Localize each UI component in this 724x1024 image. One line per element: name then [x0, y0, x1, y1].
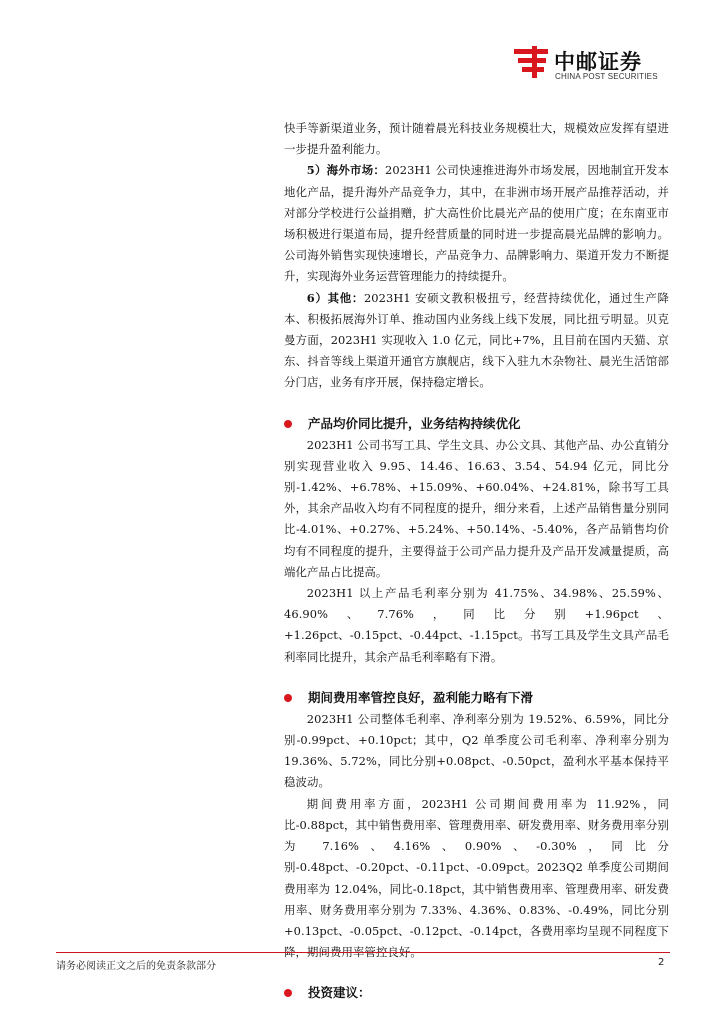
paragraph-lead-overseas: 5）海外市场：: [306, 163, 386, 178]
report-body: [284, 118, 669, 1004]
section-title-text: 产品均价同比提升，业务结构持续优化: [308, 415, 521, 431]
footer-rule: [56, 952, 670, 953]
paragraph-product-margin: 2023H1 以上产品毛利率分别为 41.75%、34.98%、25.59%、46.90%、7.76%，同比分别+1.96pct、+1.26pct、-0.15pct、-0.44pct、-1.15pct。书写工具及学生文具产品毛利率同比提升，其余产品毛利率略有下滑。: [284, 586, 669, 664]
bullet-icon: [284, 694, 292, 702]
section-title-investment: [284, 982, 669, 1004]
page-number: 2: [658, 957, 665, 968]
paragraph-lead-other: 6）其他：: [306, 290, 364, 305]
brand-logo: [512, 44, 672, 84]
paragraph-product-revenue: 2023H1 公司书写工具、学生文具、办公文具、其他产品、办公直销分别实现营业收入 9.95、14.46、16.63、3.54、54.94 亿元，同比分别-1.42%、+6.78%、+15.09%、+60.04%、+24.81%，除书写工具外，其余产品收入均有不同程度的提升，细分来看，上述产品销售量分别同比-4.01%、+0.27%、+5.24%、+50.14%、-5.40%，各产品销售均价均有不同程度的提升，主要得益于公司产品力提升及产品开发减量提质，高端化产品占比提高。: [284, 437, 669, 579]
china-post-logo-icon: [512, 44, 550, 80]
brand-name-cn: 中邮证券: [554, 50, 642, 74]
paragraph-other: [284, 288, 669, 394]
paragraph-text-other: 2023H1 安硕文教积极扭亏，经营持续优化，通过生产降本、积极拓展海外订单、推动国内业务线上线下发展，同比扭亏明显。贝克曼方面，2023H1 实现收入 1.0 亿元，同比+7%，且目前在国内天猫、京东、抖音等线上渠道开通官方旗舰店，线下入驻九木杂物社、晨光生活馆部分门店，业务有序开展，保持稳定增长。: [284, 290, 669, 390]
section-title-text: 投资建议：: [308, 985, 371, 1001]
brand-name-en: CHINA POST SECURITIES: [555, 72, 658, 81]
paragraph-text-overseas: 2023H1 公司快速推进海外市场发展，因地制宜开发本地化产品，提升海外产品竞争力，其中，在非洲市场开展产品推荐活动，并对部分学校进行公益捐赠，扩大高性价比晨光产品的使用广度；在东南亚市场积极进行渠道布局，提升经营质量的同时进一步提高晨光品牌的影响力。公司海外销售实现快速增长，产品竞争力、品牌影响力、渠道开发力不断提升，实现海外业务运营管理能力的持续提升。: [284, 163, 669, 284]
bullet-icon: [284, 420, 292, 428]
section-title-product-price: [284, 413, 669, 435]
bullet-icon: [284, 989, 292, 997]
section-title-expense: [284, 687, 669, 709]
paragraph-continued: 快手等新渠道业务，预计随着晨光科技业务规模壮大，规模效应发挥有望进一步提升盈利能力。: [284, 121, 669, 157]
paragraph-overseas: [284, 160, 669, 287]
paragraph-margin-overview: 2023H1 公司整体毛利率、净利率分别为 19.52%、6.59%，同比分别-0.99pct、+0.10pct；其中，Q2 单季度公司毛利率、净利率分别为 19.36%、5.72%，同比分别+0.08pct、-0.50pct，盈利水平基本保持平稳波动。: [284, 711, 669, 790]
footer-disclaimer: 请务必阅读正文之后的免责条款部分: [56, 961, 216, 972]
paragraph-expense-ratio: 期间费用率方面，2023H1 公司期间费用率为 11.92%，同比-0.88pct，其中销售费用率、管理费用率、研发费用率、财务费用率分别为 7.16%、4.16%、0.90%、-0.30%，同比分别-0.48pct、-0.20pct、-0.11pct、-0.09pct。2023Q2 单季度公司期间费用率为 12.04%，同比-0.18pct，其中销售费用率、管理费用率、研发费用率、财务费用率分别为 7.33%、4.36%、0.83%、-0.49%，同比分别+0.13pct、-0.05pct、-0.12pct、-0.14pct，各费用率均呈现不同程度下降，期间费用率管控良好。: [284, 796, 669, 960]
section-title-text: 期间费用率管控良好，盈利能力略有下滑: [308, 689, 534, 705]
